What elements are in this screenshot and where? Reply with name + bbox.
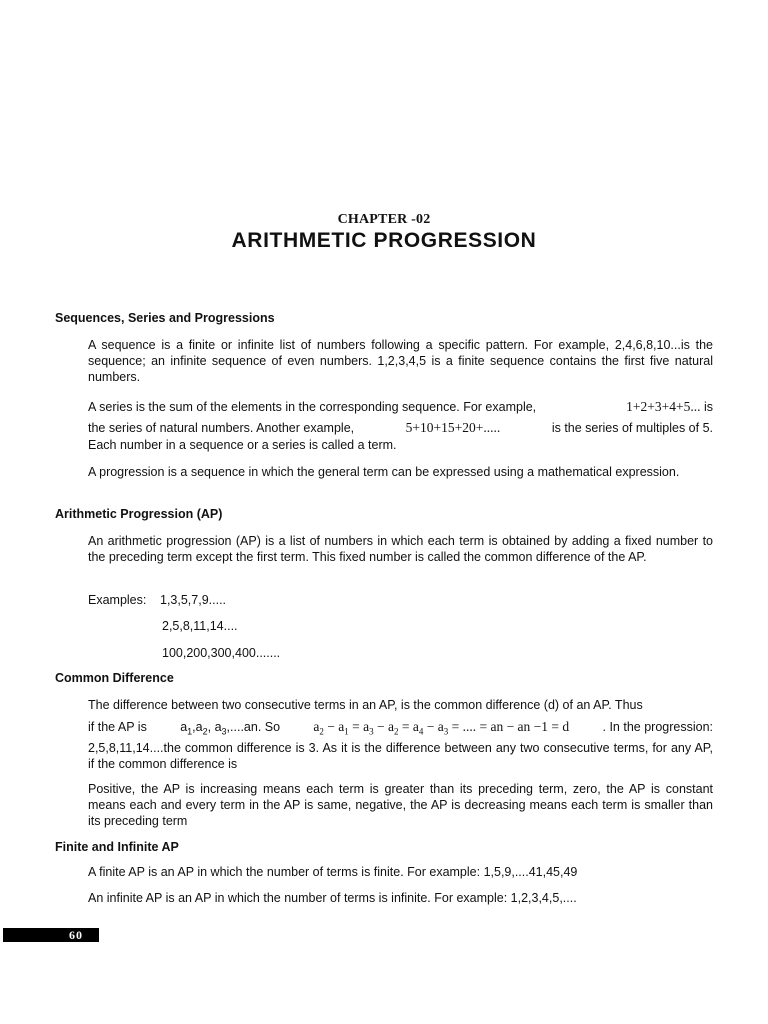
example-item: 2,5,8,11,14.... xyxy=(162,619,238,633)
series-text-d: is the series of multiples of 5. xyxy=(551,421,713,435)
series-text-e: Each number in a sequence or a series is called a term. xyxy=(88,438,397,452)
paragraph-sequence-definition: A sequence is a finite or infinite list of numbers following a specific pattern. For example, 2,4,6,8,10...is the sequence; an infinite sequence of even numbers. 1,2,3,4,5 is a finite sequence contains the first five natural numbers. xyxy=(88,338,713,384)
series-math-natural: 1+2+3+4+5... xyxy=(626,399,701,414)
common-difference-rest: 2,5,8,11,14....the common difference is 3. As it is the difference between any two consecutive terms, for any AP, if the common difference is xyxy=(88,741,713,771)
section-heading-sequences: Sequences, Series and Progressions xyxy=(55,311,275,325)
paragraph-ap-definition: An arithmetic progression (AP) is a list of numbers in which each term is obtained by adding a fixed number to the preceding term except the first term. This fixed number is called the common difference of the AP. xyxy=(88,534,713,564)
cd-equation: $a_2 - a_1 = a_3 - a_2 = a_4 - a_3$ = .... = an − an −1 = d xyxy=(313,719,570,737)
examples-label: Examples: xyxy=(88,593,147,607)
page-number-bar xyxy=(3,928,99,942)
paragraph-finite-ap: A finite AP is an AP in which the number of terms is finite. For example: 1,5,9,....41,45,49 xyxy=(88,865,578,879)
chapter-title: ARITHMETIC PROGRESSION xyxy=(231,229,537,252)
section-heading-finite-infinite: Finite and Infinite AP xyxy=(55,840,179,854)
cd-if-text: if the AP is xyxy=(88,720,147,734)
series-text-c: the series of natural numbers. Another example, xyxy=(88,421,355,435)
paragraph-infinite-ap: An infinite AP is an AP in which the number of terms is infinite. For example: 1,2,3,4,5,.... xyxy=(88,891,577,905)
example-item: 100,200,300,400....... xyxy=(162,646,281,660)
common-difference-line2 xyxy=(88,719,713,740)
section-heading-ap: Arithmetic Progression (AP) xyxy=(55,507,223,521)
section-heading-common-difference: Common Difference xyxy=(55,671,174,685)
paragraph-series-line1 xyxy=(88,399,713,415)
page-number: 60 xyxy=(69,928,83,942)
paragraph-series-line2 xyxy=(88,420,713,436)
series-text-b: is xyxy=(703,400,713,414)
series-text-a: A series is the sum of the elements in the corresponding sequence. For example, xyxy=(88,400,537,414)
common-difference-line1: The difference between two consecutive terms in an AP, is the common difference (d) of an AP. Thus xyxy=(88,698,643,712)
example-item: 1,3,5,7,9..... xyxy=(160,593,227,607)
cd-after-text: . In the progression: xyxy=(602,720,713,734)
cd-terms-text: $a_1,a_2$, $a_3,....an$. So xyxy=(180,720,281,737)
paragraph-progression-definition: A progression is a sequence in which the general term can be expressed using a mathematical expression. xyxy=(88,465,680,479)
chapter-label: CHAPTER -02 xyxy=(337,212,431,227)
series-math-multiples: 5+10+15+20+..... xyxy=(405,420,501,435)
paragraph-sign-of-difference: Positive, the AP is increasing means each term is greater than its preceding term, zero, the AP is constant means each and every term in the AP is same, negative, the AP is decreasing means each term is smaller than its preceding term xyxy=(88,782,713,828)
